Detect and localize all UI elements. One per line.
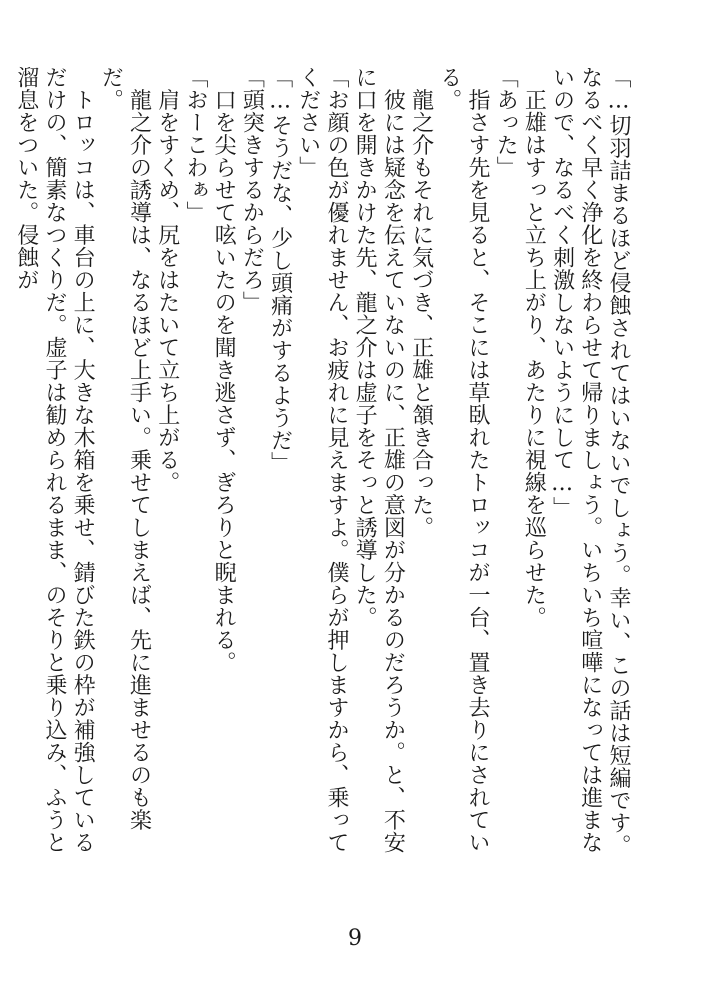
paragraph: トロッコは、車台の上に、大きな木箱を乗せ、錆びた鉄の枠が補強しているだけの、簡素なつくりだ。虚子は勧められるまま、のそりと乗り込み、ふうと溜息をついた。侵蝕が	[13, 66, 96, 854]
paragraph: 彼には疑念を伝えていないのに、正雄の意図が分かるのだろうか。と、不安に口を開きかけた先、龍之介は虚子をそっと誘導した。	[352, 66, 406, 854]
paragraph: 「頭突きするからだろ」	[239, 66, 265, 314]
paragraph: 肩をすくめ、尻をはたいて立ち上がる。	[154, 66, 180, 494]
paragraph: 「…そうだな、少し頭痛がするようだ」	[267, 66, 293, 474]
paragraph: 「あった」	[493, 66, 519, 179]
paragraph: 正雄はすっと立ち上がり、あたりに視線を巡らせた。	[521, 66, 547, 629]
page-number: 9	[348, 926, 362, 951]
paragraph: 指さす先を見ると、そこには草臥れたトロッコが一台、置き去りにされている。	[436, 66, 490, 854]
paragraph: 口を尖らせて呟いたのを聞き逃さず、ぎろりと睨まれる。	[211, 66, 237, 674]
paragraph: 龍之介もそれに気づき、正雄と頷き合った。	[408, 66, 434, 539]
paragraph: 龍之介の誘導は、なるほど上手い。乗せてしまえば、先に進ませるのも楽だ。	[98, 66, 152, 831]
paragraph: 「…切羽詰まるほど侵蝕されてはいないでしょう。幸い、この話は短編です。なるべく早く浄化を終わらせて帰りましょう。いちいち喧嘩になっては進まないので、なるべく刺激しないようにして…」	[549, 66, 631, 857]
paragraph: 「おーこわぁ」	[182, 66, 208, 224]
paragraph: 「お顔の色が優れません、お疲れに見えますよ。僕らが押しますから、乗ってください」	[295, 66, 349, 854]
vertical-text-body	[13, 66, 632, 866]
